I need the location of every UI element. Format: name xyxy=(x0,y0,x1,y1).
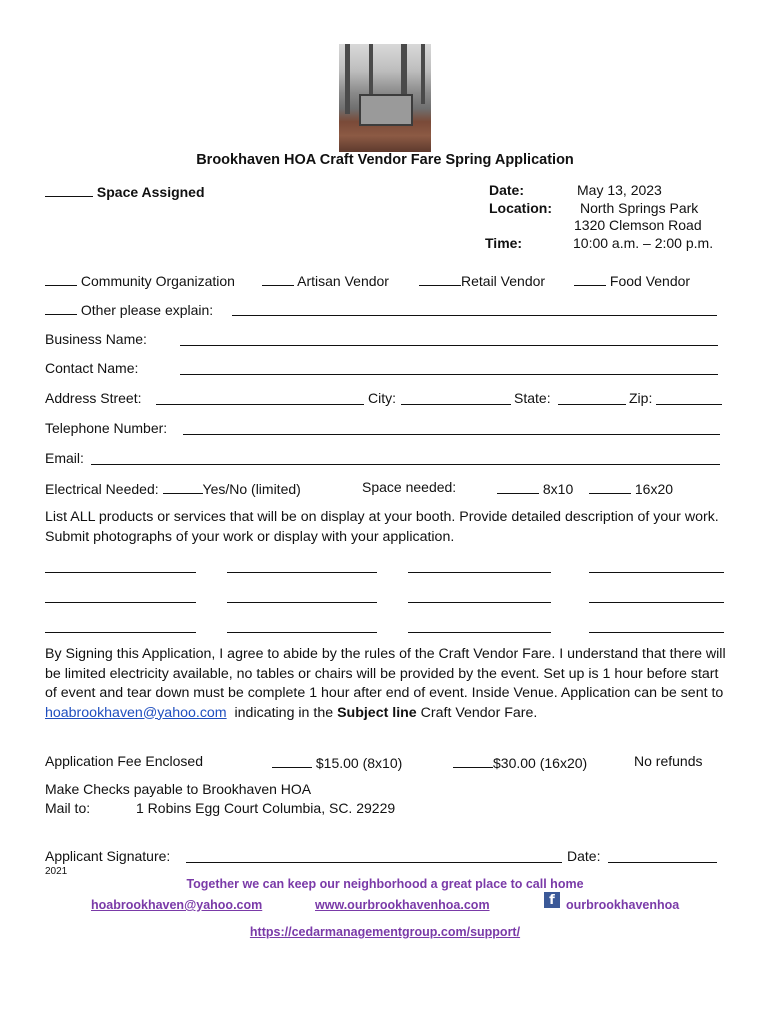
business-name-field[interactable] xyxy=(180,345,718,346)
product-line[interactable] xyxy=(227,602,377,603)
product-line[interactable] xyxy=(45,572,196,573)
product-line[interactable] xyxy=(408,632,551,633)
fee-small-label: $15.00 (8x10) xyxy=(315,755,403,771)
fee-option-large[interactable] xyxy=(453,753,587,771)
date-value: May 13, 2023 xyxy=(577,182,662,198)
vendor-type-food-label: Food Vendor xyxy=(609,273,691,289)
product-line[interactable] xyxy=(408,572,551,573)
location-line2: 1320 Clemson Road xyxy=(574,217,702,233)
electrical-option: Yes/No (limited) xyxy=(202,481,301,497)
mail-to-label: Mail to: xyxy=(45,800,91,816)
no-refunds: No refunds xyxy=(634,753,703,769)
signature-field[interactable] xyxy=(186,862,562,863)
zip-label: Zip: xyxy=(629,390,653,406)
facebook-icon[interactable]: f xyxy=(544,892,560,908)
product-line[interactable] xyxy=(45,632,196,633)
telephone-field[interactable] xyxy=(183,434,720,435)
time-value: 10:00 a.m. – 2:00 p.m. xyxy=(573,235,714,251)
other-explain-field[interactable] xyxy=(232,315,717,316)
header-photo xyxy=(339,44,431,152)
agreement-main: By Signing this Application, I agree to abide by the rules of the Craft Vendor Fare. I understand that there will be limited electricity available, no tables or chairs will be provided by the event. Set up is 1 hour before start of event and tear down must be complete 1 hour after end of event. Inside Venue. Application can be sent to xyxy=(45,646,726,701)
address-street-field[interactable] xyxy=(156,404,364,405)
agreement-subject-line: Subject line xyxy=(337,704,417,721)
fee-large-label: $30.00 (16x20) xyxy=(493,755,588,771)
products-instructions: List ALL products or services that will be on display at your booth. Provide detailed description of your work. Submit photographs of your work or display with your application. xyxy=(45,509,719,545)
product-line[interactable] xyxy=(227,572,377,573)
location-label: Location: xyxy=(489,200,552,216)
vendor-type-retail[interactable] xyxy=(419,271,545,289)
space-assigned[interactable] xyxy=(45,182,205,200)
space-option-8x10[interactable] xyxy=(497,479,573,497)
contact-name-label: Contact Name: xyxy=(45,360,139,376)
space-assigned-label: Space Assigned xyxy=(96,184,205,200)
state-field[interactable] xyxy=(558,404,626,405)
agreement-mid: indicating in the xyxy=(234,704,334,721)
city-label: City: xyxy=(368,390,396,406)
footer-email-link[interactable]: hoabrookhaven@yahoo.com xyxy=(91,898,263,912)
footer-tagline: Together we can keep our neighborhood a great place to call home xyxy=(186,877,584,891)
vendor-type-community-label: Community Organization xyxy=(80,273,235,289)
checks-payable: Make Checks payable to Brookhaven HOA xyxy=(45,781,312,797)
telephone-label: Telephone Number: xyxy=(45,420,168,436)
vendor-type-retail-label: Retail Vendor xyxy=(461,273,546,289)
agreement-email-link[interactable]: hoabrookhaven@yahoo.com xyxy=(45,704,227,721)
product-line[interactable] xyxy=(408,602,551,603)
email-field[interactable] xyxy=(91,464,720,465)
state-label: State: xyxy=(514,390,551,406)
vendor-type-artisan[interactable] xyxy=(262,271,389,289)
fee-label: Application Fee Enclosed xyxy=(45,753,203,769)
zip-field[interactable] xyxy=(656,404,722,405)
space-needed-label: Space needed: xyxy=(362,479,457,495)
space-8x10-label: 8x10 xyxy=(542,481,574,497)
vendor-type-community[interactable] xyxy=(45,271,235,289)
mail-address: 1 Robins Egg Court Columbia, SC. 29229 xyxy=(136,800,396,816)
space-16x20-label: 16x20 xyxy=(634,481,674,497)
fee-option-small[interactable] xyxy=(272,753,402,771)
agreement-end: Craft Vendor Fare. xyxy=(420,704,538,721)
date-label: Date: xyxy=(489,182,525,198)
product-line[interactable] xyxy=(589,602,724,603)
electrical-needed[interactable] xyxy=(45,479,301,497)
footer-support-link[interactable]: https://cedarmanagementgroup.com/support/ xyxy=(249,925,521,939)
product-line[interactable] xyxy=(589,572,724,573)
footer-website-link[interactable]: www.ourbrookhavenhoa.com xyxy=(315,898,490,912)
email-label: Email: xyxy=(45,450,84,466)
address-street-label: Address Street: xyxy=(45,390,142,406)
city-field[interactable] xyxy=(401,404,511,405)
signature-label: Applicant Signature: xyxy=(45,848,171,864)
business-name-label: Business Name: xyxy=(45,331,147,347)
electrical-label: Electrical Needed: xyxy=(45,481,159,497)
product-line[interactable] xyxy=(45,602,196,603)
signature-date-field[interactable] xyxy=(608,862,717,863)
signature-date-label: Date: xyxy=(567,848,601,864)
contact-name-field[interactable] xyxy=(180,374,718,375)
form-title: Brookhaven HOA Craft Vendor Fare Spring Application xyxy=(196,152,574,168)
vendor-type-food[interactable] xyxy=(574,271,690,289)
vendor-type-other[interactable] xyxy=(45,300,213,318)
vendor-type-other-label: Other please explain: xyxy=(80,302,214,318)
vendor-type-artisan-label: Artisan Vendor xyxy=(297,273,389,289)
space-option-16x20[interactable] xyxy=(589,479,673,497)
agreement-text xyxy=(45,645,727,723)
footer-facebook[interactable]: ourbrookhavenhoa xyxy=(566,898,680,912)
product-line[interactable] xyxy=(589,632,724,633)
product-line[interactable] xyxy=(227,632,377,633)
location-line1: North Springs Park xyxy=(580,200,699,216)
form-year: 2021 xyxy=(45,866,68,877)
time-label: Time: xyxy=(485,235,523,251)
